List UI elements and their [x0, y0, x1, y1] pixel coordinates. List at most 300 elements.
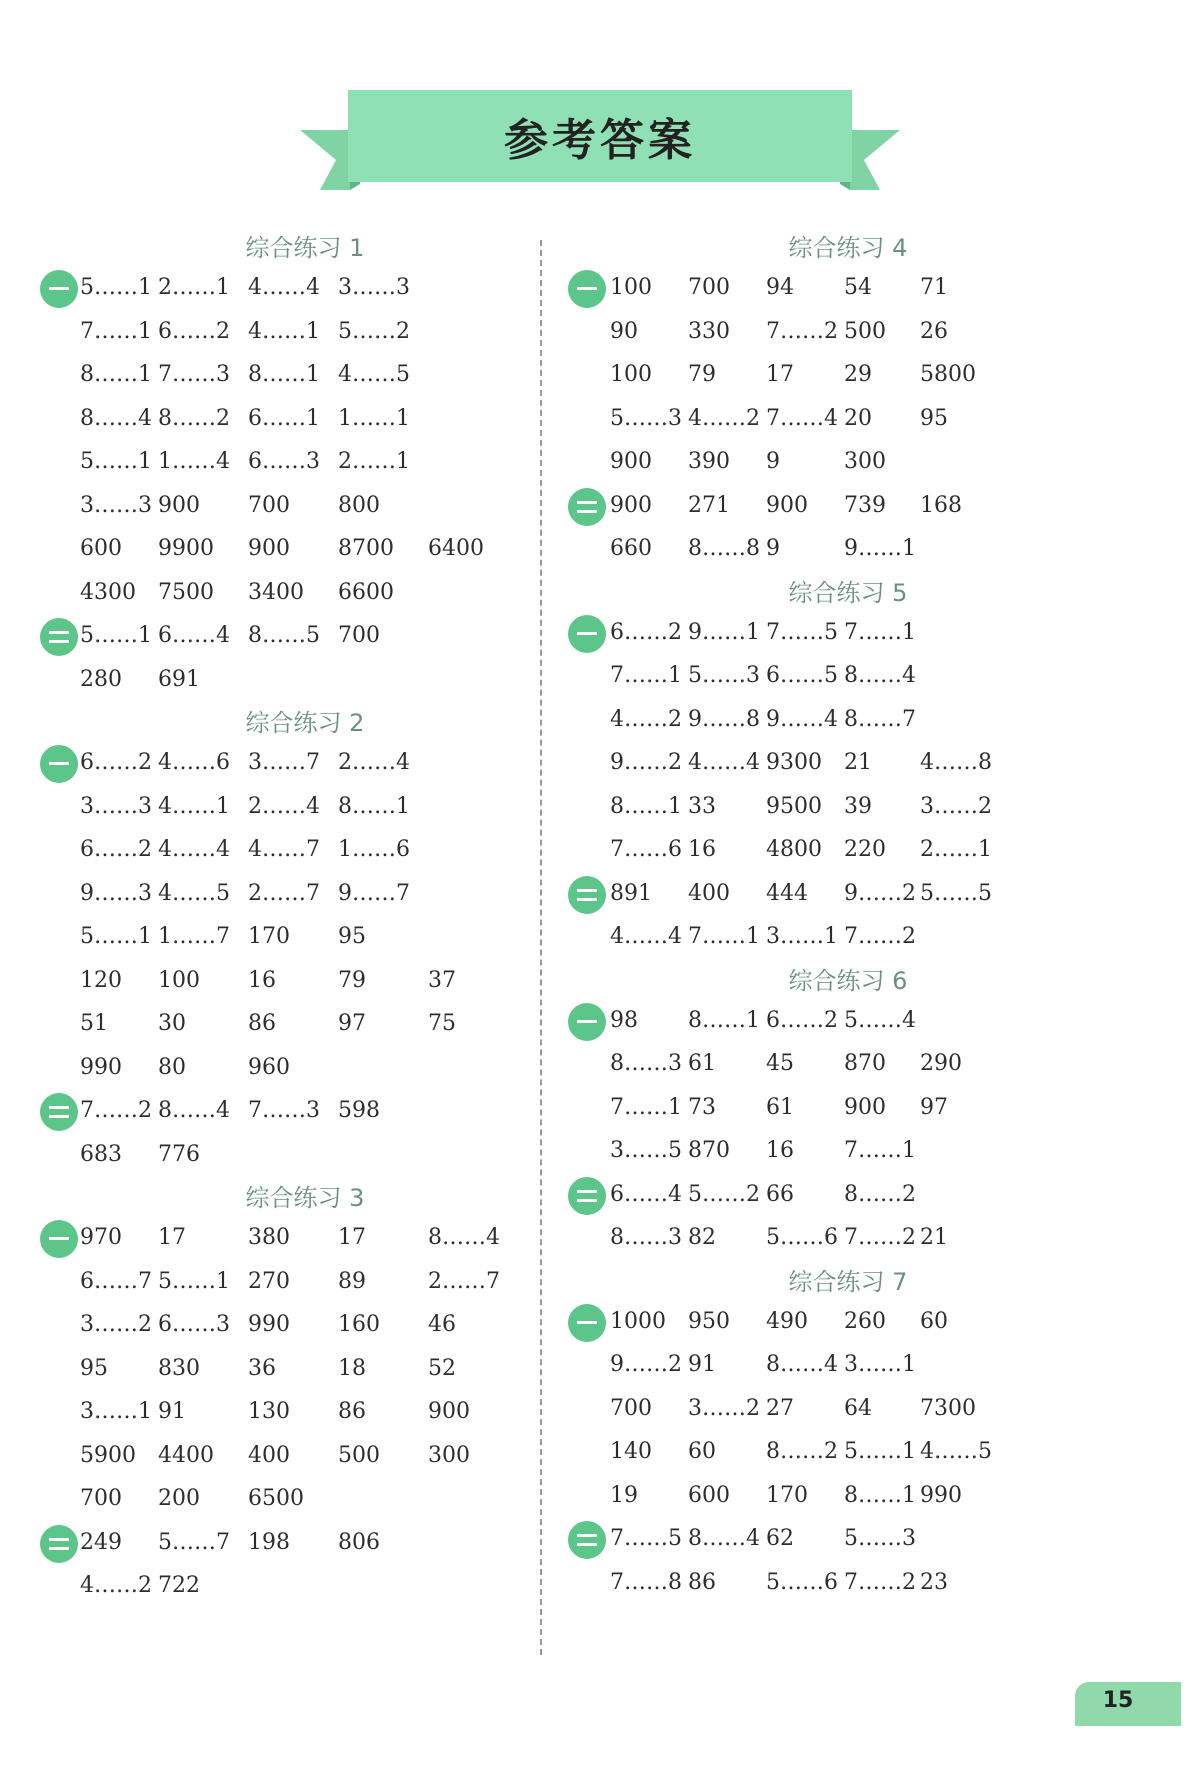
right-column [568, 228, 1088, 1606]
answer-row [568, 1088, 1088, 1132]
answer-value: 8……8 [688, 536, 760, 561]
answer-value: 9……2 [610, 1352, 682, 1377]
answer-row [568, 1175, 1088, 1219]
answer-value: 86 [338, 1399, 366, 1424]
answer-value: 91 [688, 1352, 716, 1377]
answer-value: 7……2 [844, 1225, 916, 1250]
answer-value: 9……2 [610, 750, 682, 775]
answer-value: 900 [248, 536, 290, 561]
section-title: 综合练习 2 [245, 709, 365, 737]
answer-row [568, 1389, 1088, 1433]
answer-value: 8700 [338, 536, 394, 561]
answer-value: 9……2 [844, 880, 916, 906]
answer-value: 900 [766, 492, 808, 518]
answer-value: 700 [80, 1486, 122, 1511]
answer-value: 7……1 [610, 663, 682, 688]
answer-value: 3……2 [920, 793, 992, 819]
answer-value: 198 [248, 1529, 290, 1555]
answer-value: 900 [158, 492, 200, 518]
answer-value: 200 [158, 1486, 200, 1511]
answer-value: 98 [610, 1007, 638, 1033]
answer-value: 6600 [338, 579, 394, 605]
answer-part [568, 613, 1088, 874]
answer-value: 6400 [428, 536, 484, 561]
answer-value: 36 [248, 1355, 276, 1381]
answer-value: 249 [80, 1529, 122, 1555]
answer-value: 45 [766, 1051, 794, 1076]
answer-value: 8……2 [844, 1181, 916, 1207]
answer-value: 830 [158, 1355, 200, 1381]
answer-row [568, 1131, 1088, 1175]
answer-value: 900 [428, 1399, 470, 1424]
answer-value: 66 [766, 1181, 794, 1207]
page-number: 15 [1102, 1688, 1134, 1713]
answer-value: 3……7 [248, 750, 320, 775]
answer-value: 2……1 [920, 837, 992, 862]
page-title: 参考答案 [504, 115, 696, 166]
answer-row [568, 1345, 1088, 1389]
answer-value: 94 [766, 275, 794, 300]
answer-value: 9 [766, 536, 780, 561]
answer-value: 61 [688, 1051, 716, 1076]
answer-value: 18 [338, 1355, 366, 1381]
answer-value: 6500 [248, 1486, 304, 1511]
answer-row [40, 1392, 530, 1436]
answer-part [568, 268, 1088, 486]
answer-value: 23 [920, 1569, 948, 1595]
answer-value: 16 [248, 967, 276, 993]
answer-part [568, 874, 1088, 961]
answer-value: 100 [610, 275, 652, 300]
answer-row [40, 442, 530, 486]
answer-value: 8……1 [688, 1007, 760, 1033]
answer-value: 9……7 [338, 880, 410, 906]
answer-value: 700 [248, 492, 290, 518]
section-title: 综合练习 6 [788, 966, 908, 995]
answer-value: 9300 [766, 750, 822, 775]
answer-row [40, 1091, 530, 1135]
answer-value: 2……7 [428, 1268, 500, 1294]
answer-value: 500 [844, 318, 886, 344]
answer-value: 4……1 [248, 318, 320, 344]
answer-value: 17 [158, 1225, 186, 1250]
answer-value: 6……1 [248, 405, 320, 431]
answer-value: 5……2 [688, 1181, 760, 1207]
answer-value: 3……3 [80, 492, 152, 518]
answer-value: 29 [844, 362, 872, 387]
answer-row [40, 529, 530, 573]
answer-value: 8……1 [338, 793, 410, 819]
answer-row [568, 1218, 1088, 1262]
answer-value: 7……5 [766, 619, 838, 645]
answer-value: 4……2 [80, 1573, 152, 1598]
answer-value: 270 [248, 1268, 290, 1294]
answer-value: 9……4 [766, 706, 838, 732]
answer-value: 9……1 [844, 536, 916, 561]
answer-value: 8……4 [688, 1526, 760, 1551]
answer-row [40, 1135, 530, 1179]
answer-value: 60 [920, 1308, 948, 1334]
answer-row [568, 787, 1088, 831]
answer-row [40, 1004, 530, 1048]
answer-value: 970 [80, 1225, 122, 1250]
answer-value: 79 [338, 967, 366, 993]
answer-value: 280 [80, 666, 122, 692]
answer-value: 8……5 [248, 623, 320, 648]
answer-row [40, 312, 530, 356]
answer-value: 19 [610, 1482, 638, 1508]
answer-part [40, 268, 530, 616]
answer-value: 8……2 [766, 1439, 838, 1464]
left-column [40, 228, 530, 1610]
answer-part [568, 1519, 1088, 1606]
answer-value: 9……8 [688, 706, 760, 732]
answer-value: 444 [766, 880, 808, 906]
answer-value: 9500 [766, 793, 822, 819]
answer-part [40, 616, 530, 703]
answer-value: 5……4 [844, 1007, 916, 1033]
answer-value: 806 [338, 1529, 380, 1555]
answer-value: 990 [248, 1312, 290, 1337]
answer-row [40, 1048, 530, 1092]
answer-value: 400 [248, 1442, 290, 1468]
answer-value: 1……4 [158, 449, 230, 474]
answer-value: 3……2 [688, 1395, 760, 1421]
answer-row [568, 830, 1088, 874]
answer-value: 6……2 [158, 318, 230, 344]
answer-value: 7……1 [844, 1138, 916, 1163]
answer-value: 2……7 [248, 880, 320, 906]
answer-value: 260 [844, 1308, 886, 1334]
answer-value: 7……5 [610, 1526, 682, 1551]
answer-row [568, 399, 1088, 443]
answer-value: 62 [766, 1526, 794, 1551]
answer-value: 6……5 [766, 663, 838, 688]
answer-value: 3……5 [610, 1138, 682, 1163]
answer-value: 97 [920, 1094, 948, 1120]
answer-value: 2……4 [248, 793, 320, 819]
answer-row [40, 573, 530, 617]
answer-value: 7……3 [248, 1098, 320, 1123]
answer-value: 20 [844, 405, 872, 431]
answer-value: 95 [80, 1355, 108, 1381]
answer-value: 390 [688, 449, 730, 474]
answer-value: 3……1 [80, 1399, 152, 1424]
answer-value: 21 [920, 1225, 948, 1250]
answer-row [40, 1566, 530, 1610]
answer-value: 870 [688, 1138, 730, 1163]
answer-value: 5……3 [610, 405, 682, 431]
answer-value: 4800 [766, 837, 822, 862]
answer-value: 330 [688, 318, 730, 344]
answer-value: 1……1 [338, 405, 410, 431]
answer-value: 100 [610, 362, 652, 387]
section-title: 综合练习 5 [788, 578, 908, 607]
answer-value: 9 [766, 449, 780, 474]
answer-value: 82 [688, 1225, 716, 1250]
answer-value: 490 [766, 1308, 808, 1334]
answer-value: 75 [428, 1011, 456, 1036]
answer-value: 3……3 [80, 793, 152, 819]
answer-value: 2……1 [338, 449, 410, 474]
answer-value: 17 [766, 362, 794, 387]
answer-value: 700 [610, 1395, 652, 1421]
answer-row [568, 743, 1088, 787]
answer-value: 7……1 [844, 619, 916, 645]
answer-value: 5……1 [80, 449, 152, 474]
answer-value: 5……5 [920, 880, 992, 906]
answer-part [568, 1175, 1088, 1262]
answer-value: 33 [688, 793, 716, 819]
answer-part [40, 743, 530, 1091]
answer-row [40, 830, 530, 874]
answer-value: 4……6 [158, 750, 230, 775]
answer-value: 170 [248, 924, 290, 949]
answer-value: 17 [338, 1225, 366, 1250]
answer-row [40, 917, 530, 961]
answer-value: 380 [248, 1225, 290, 1250]
answer-value: 7……3 [158, 362, 230, 387]
answer-value: 891 [610, 880, 652, 906]
answer-value: 89 [338, 1268, 366, 1294]
answer-value: 3……3 [338, 275, 410, 300]
answer-row [568, 529, 1088, 573]
answer-value: 1000 [610, 1308, 666, 1334]
answer-value: 6……3 [248, 449, 320, 474]
answer-value: 800 [338, 492, 380, 518]
answer-row [568, 1563, 1088, 1607]
answer-row [40, 1523, 530, 1567]
answer-value: 990 [920, 1482, 962, 1508]
answer-value: 2……1 [158, 275, 230, 300]
answer-value: 5900 [80, 1442, 136, 1468]
answer-value: 7……1 [688, 924, 760, 949]
answer-row [568, 268, 1088, 312]
answer-value: 7……2 [844, 1569, 916, 1595]
answer-value: 30 [158, 1011, 186, 1036]
title-ribbon [300, 86, 900, 196]
answer-value: 7……2 [766, 318, 838, 344]
answer-value: 990 [80, 1054, 122, 1080]
answer-value: 8……4 [158, 1098, 230, 1123]
answer-row [568, 613, 1088, 657]
answer-value: 6……7 [80, 1268, 152, 1294]
answer-value: 16 [766, 1138, 794, 1163]
answer-value: 900 [610, 492, 652, 518]
answer-value: 60 [688, 1439, 716, 1464]
answer-row [40, 1305, 530, 1349]
answer-row [568, 700, 1088, 744]
answer-row [40, 961, 530, 1005]
answer-value: 26 [920, 318, 948, 344]
answer-value: 6……3 [158, 1312, 230, 1337]
answer-value: 6……2 [80, 750, 152, 775]
section-title: 综合练习 4 [788, 234, 908, 262]
answer-value: 5……2 [338, 318, 410, 344]
answer-value: 4……5 [338, 362, 410, 387]
answer-value: 4……4 [610, 924, 682, 949]
answer-value: 95 [338, 924, 366, 949]
column-divider [540, 240, 542, 1655]
answer-value: 120 [80, 967, 122, 993]
answer-value: 5……3 [844, 1526, 916, 1551]
answer-value: 5……1 [80, 924, 152, 949]
answer-value: 4……2 [610, 706, 682, 732]
answer-row [40, 743, 530, 787]
answer-value: 21 [844, 750, 872, 775]
answer-value: 220 [844, 837, 886, 862]
answer-value: 7300 [920, 1395, 976, 1421]
answer-value: 960 [248, 1054, 290, 1080]
answer-row [40, 1479, 530, 1523]
answer-row [568, 1302, 1088, 1346]
answer-value: 5……6 [766, 1569, 838, 1595]
answer-row [40, 355, 530, 399]
answer-value: 80 [158, 1054, 186, 1080]
answer-value: 4……7 [248, 837, 320, 862]
answer-value: 7……6 [610, 837, 682, 862]
answer-value: 5……6 [766, 1225, 838, 1250]
answer-value: 8……1 [844, 1482, 916, 1508]
answer-row [568, 1001, 1088, 1045]
answer-value: 7……4 [766, 405, 838, 431]
answer-value: 660 [610, 536, 652, 561]
answer-value: 51 [80, 1011, 108, 1036]
answer-value: 61 [766, 1094, 794, 1120]
answer-value: 52 [428, 1355, 456, 1381]
answer-value: 6……2 [766, 1007, 838, 1033]
answer-row [40, 399, 530, 443]
answer-value: 5800 [920, 362, 976, 387]
answer-value: 3400 [248, 579, 304, 605]
answer-value: 5……1 [158, 1268, 230, 1294]
answer-value: 8……1 [248, 362, 320, 387]
answer-row [568, 442, 1088, 486]
answer-value: 168 [920, 492, 962, 518]
answer-value: 7……8 [610, 1569, 682, 1595]
section-title: 综合练习 1 [245, 234, 365, 262]
answer-value: 400 [688, 880, 730, 906]
answer-value: 683 [80, 1141, 122, 1167]
answer-value: 86 [248, 1011, 276, 1036]
answer-value: 9……1 [688, 619, 760, 645]
answer-value: 8……4 [80, 405, 152, 431]
answer-value: 86 [688, 1569, 716, 1595]
answer-value: 7……1 [80, 318, 152, 344]
answer-row [40, 616, 530, 660]
answer-value: 7……2 [844, 924, 916, 949]
answer-part [40, 1523, 530, 1610]
answer-value: 900 [610, 449, 652, 474]
answer-value: 54 [844, 275, 872, 300]
answer-value: 4……2 [688, 405, 760, 431]
answer-value: 5……3 [688, 663, 760, 688]
answer-row [568, 1476, 1088, 1520]
answer-value: 8……1 [80, 362, 152, 387]
answer-value: 73 [688, 1094, 716, 1120]
answer-value: 500 [338, 1442, 380, 1468]
answer-value: 870 [844, 1051, 886, 1076]
answer-row [40, 1349, 530, 1393]
answer-row [40, 660, 530, 704]
answer-value: 6……2 [80, 837, 152, 862]
answer-value: 7……2 [80, 1098, 152, 1123]
section-title: 综合练习 7 [788, 1267, 908, 1296]
answer-value: 8……4 [766, 1352, 838, 1377]
answer-value: 300 [428, 1442, 470, 1468]
answer-value: 7500 [158, 579, 214, 605]
answer-value: 4400 [158, 1442, 214, 1468]
answer-row [568, 312, 1088, 356]
section-title: 综合练习 3 [245, 1184, 365, 1212]
answer-value: 700 [688, 275, 730, 300]
answer-value: 46 [428, 1312, 456, 1337]
answer-value: 95 [920, 405, 948, 431]
answer-value: 8……3 [610, 1051, 682, 1076]
answer-part [568, 1302, 1088, 1520]
answer-value: 8……4 [844, 663, 916, 688]
answer-value: 170 [766, 1482, 808, 1508]
answer-value: 4……4 [248, 275, 320, 300]
answer-value: 100 [158, 967, 200, 993]
answer-value: 64 [844, 1395, 872, 1421]
answer-value: 300 [844, 449, 886, 474]
answer-value: 6……4 [610, 1181, 682, 1207]
answer-part [568, 1001, 1088, 1175]
answer-row [568, 355, 1088, 399]
answer-value: 3……2 [80, 1312, 152, 1337]
answer-row [40, 1436, 530, 1480]
answer-value: 39 [844, 793, 872, 819]
answer-part [568, 486, 1088, 573]
answer-value: 8……3 [610, 1225, 682, 1250]
answer-value: 739 [844, 492, 886, 518]
answer-value: 598 [338, 1098, 380, 1123]
answer-value: 4……1 [158, 793, 230, 819]
answer-value: 6……4 [158, 623, 230, 648]
answer-row [40, 1218, 530, 1262]
answer-value: 776 [158, 1141, 200, 1167]
answer-value: 8……2 [158, 405, 230, 431]
answer-value: 160 [338, 1312, 380, 1337]
answer-part [40, 1091, 530, 1178]
answer-value: 4……5 [920, 1439, 992, 1464]
answer-value: 6……2 [610, 619, 682, 645]
answer-value: 722 [158, 1573, 200, 1598]
answer-value: 5……1 [80, 623, 152, 648]
answer-value: 700 [338, 623, 380, 648]
answer-value: 950 [688, 1308, 730, 1334]
answer-row [568, 486, 1088, 530]
answer-value: 3……1 [766, 924, 838, 949]
answer-value: 4……5 [158, 880, 230, 906]
answer-row [568, 656, 1088, 700]
answer-value: 1……6 [338, 837, 410, 862]
answer-value: 4……4 [688, 750, 760, 775]
answer-row [568, 1044, 1088, 1088]
answer-value: 691 [158, 666, 200, 692]
answer-value: 8……1 [610, 793, 682, 819]
answer-row [568, 1432, 1088, 1476]
answer-value: 4……8 [920, 750, 992, 775]
answer-value: 9……3 [80, 880, 152, 906]
answer-value: 130 [248, 1399, 290, 1424]
answer-value: 1……7 [158, 924, 230, 949]
answer-value: 7……1 [610, 1094, 682, 1120]
answer-value: 71 [920, 275, 948, 300]
answer-row [568, 917, 1088, 961]
answer-value: 91 [158, 1399, 186, 1424]
